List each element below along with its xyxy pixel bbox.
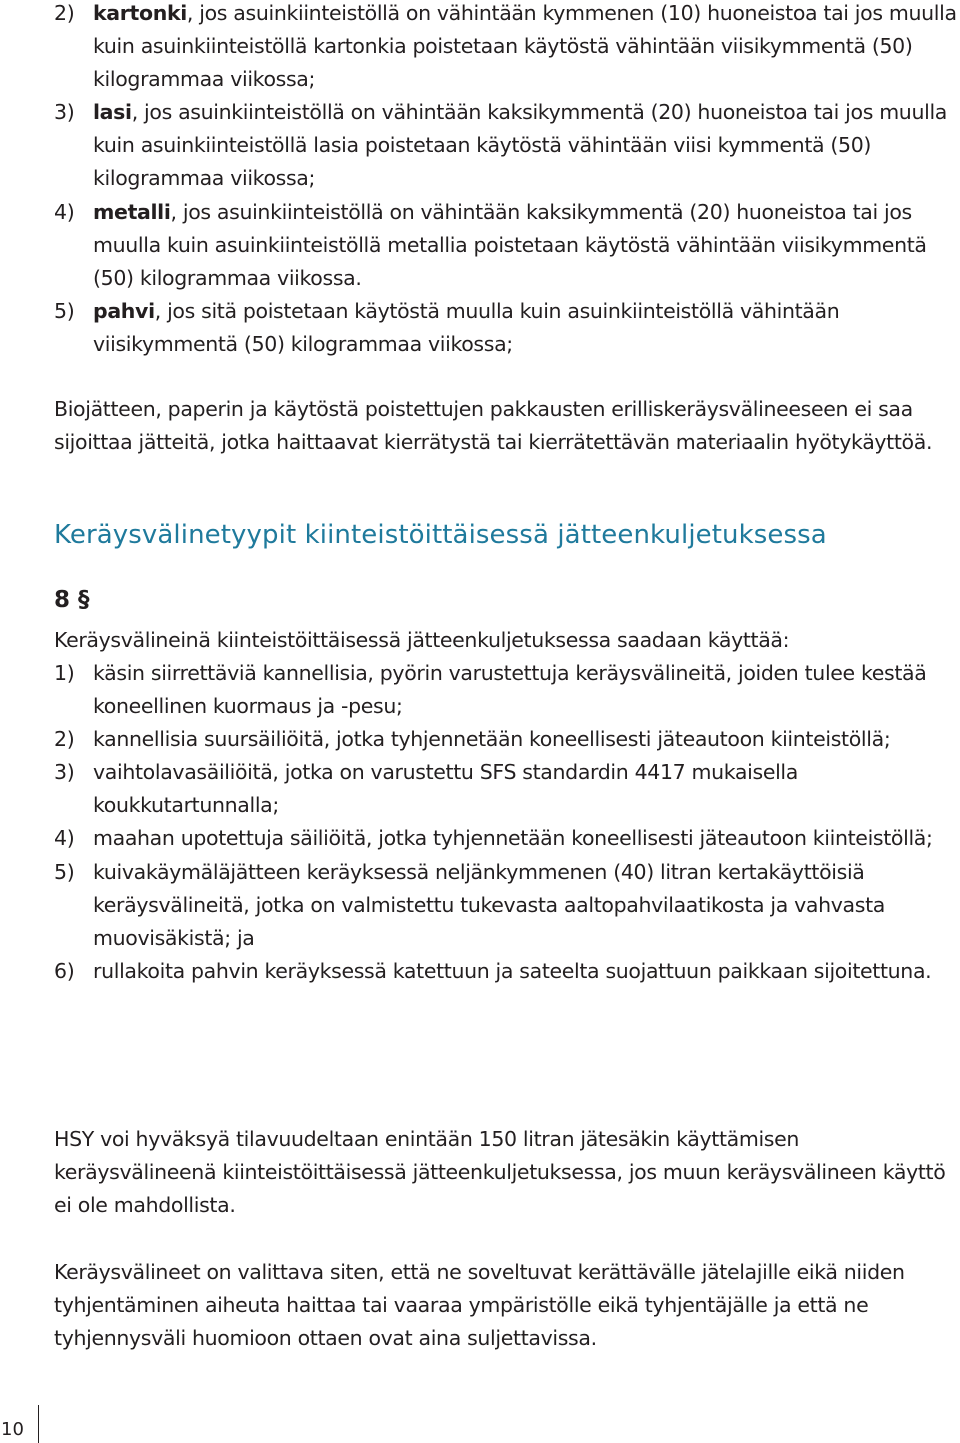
section-heading: Keräysvälinetyypit kiinteistöittäisessä jätteenkuljetuksessa <box>54 520 827 550</box>
list-item-text <box>93 200 927 290</box>
term-kartonki: kartonki <box>93 1 187 25</box>
paragraph-selection: Keräysvälineet on valittava siten, että ne soveltuvat kerättävälle jätelajille eikä niiden tyhjentäminen aiheuta haittaa tai vaaraa ympäristölle eikä tyhjentäjälle ja että ne tyhjennysväli huomioon ottaen ovat aina suljettavissa. <box>54 1260 905 1351</box>
list-item-rest: , jos asuinkiinteistöllä on vähintään kaksikymmentä (20) huoneistoa tai jos muulla kuin asuinkiinteistöllä metallia poistetaan käytöstä vähintään viisikymmentä (50) kilogrammaa viikossa. <box>93 199 927 290</box>
list-item-rest: , jos asuinkiinteistöllä on vähintään kymmenen (10) huoneistoa tai jos muulla kuin asuinkiinteistöllä kartonkia poistetaan käytöstä vähintään viisikymmentä (50) kilogrammaa viikossa; <box>93 1 957 92</box>
list-item-number: 6) <box>54 958 75 983</box>
list-item <box>54 295 960 361</box>
page-margin-rule <box>38 1405 39 1443</box>
list-item <box>54 756 960 822</box>
term-lasi: lasi <box>93 100 132 125</box>
list-item-text <box>93 1 957 91</box>
waste-type-list <box>54 0 960 361</box>
paragraph-contamination: Biojätteen, paperin ja käytöstä poistettujen pakkausten erilliskeräysvälineeseen ei saa sijoittaa jätteitä, jotka haittaavat kierrätystä tai kierrätettävän materiaalin hyötykäyttöä. <box>54 397 933 455</box>
list-item <box>54 96 960 195</box>
list-item-number: 3) <box>54 760 75 785</box>
list-item-text: kannellisia suursäiliöitä, jotka tyhjennetään koneellisesti jäteautoon kiinteistöllä; <box>93 727 891 752</box>
list-item-text <box>93 299 839 356</box>
section-number: 8 § <box>54 587 90 613</box>
section-intro: Keräysvälineinä kiinteistöittäisessä jätteenkuljetuksessa saadaan käyttää: <box>54 628 790 652</box>
list-item-text: vaihtolavasäiliöitä, jotka on varustettu SFS standardin 4417 mukaisella koukkutartunnalla; <box>93 760 798 818</box>
container-type-list <box>54 657 960 988</box>
list-item <box>54 856 960 955</box>
list-item <box>54 723 960 756</box>
list-item <box>54 955 960 988</box>
term-metalli: metalli <box>93 199 171 224</box>
list-item-rest: , jos asuinkiinteistöllä on vähintään kaksikymmentä (20) huoneistoa tai jos muulla kuin asuinkiinteistöllä lasia poistetaan käytöstä vähintään viisi kymmentä (50) kilogrammaa viikossa; <box>93 100 947 191</box>
list-item-number: 4) <box>54 826 75 851</box>
list-item-rest: , jos sitä poistetaan käytöstä muulla kuin asuinkiinteistöllä vähintään viisikymmentä (50) kilogrammaa viikossa; <box>93 298 840 356</box>
term-pahvi: pahvi <box>93 298 155 323</box>
list-item-number: 5) <box>54 298 75 323</box>
list-item <box>54 657 960 723</box>
page-number: 10 <box>1 1419 24 1440</box>
list-item-text: rullakoita pahvin keräyksessä katettuun ja sateelta suojattuun paikkaan sijoitettuna. <box>93 958 932 983</box>
list-item <box>54 196 960 295</box>
list-item-text: kuivakäymäläjätteen keräyksessä neljänkymmenen (40) litran kertakäyttöisiä keräysvälineitä, jotka on valmistettu tukevasta aaltopahvilaatikosta ja vahvasta muovisäkistä; ja <box>93 859 886 950</box>
list-item-text <box>93 100 947 190</box>
list-item-number: 2) <box>54 727 75 752</box>
paragraph-waste-bag: HSY voi hyväksyä tilavuudeltaan enintään 150 litran jätesäkin käyttämisen keräysvälineenä kiinteistöittäisessä jätteenkuljetuksessa, jos muun keräysvälineen käyttö ei ole mahdollista. <box>54 1127 946 1218</box>
list-item-number: 5) <box>54 859 75 884</box>
list-item-number: 3) <box>54 100 75 125</box>
list-item-text: käsin siirrettäviä kannellisia, pyörin varustettuja keräysvälineitä, joiden tulee kestää koneellinen kuormaus ja -pesu; <box>93 661 927 719</box>
list-item-number: 1) <box>54 661 75 685</box>
list-item-number: 4) <box>54 199 75 224</box>
list-item <box>54 822 960 855</box>
list-item-text: maahan upotettuja säiliöitä, jotka tyhjennetään koneellisesti jäteautoon kiinteistöllä; <box>93 826 933 851</box>
list-item <box>54 0 960 96</box>
list-item-number: 2) <box>54 1 75 25</box>
